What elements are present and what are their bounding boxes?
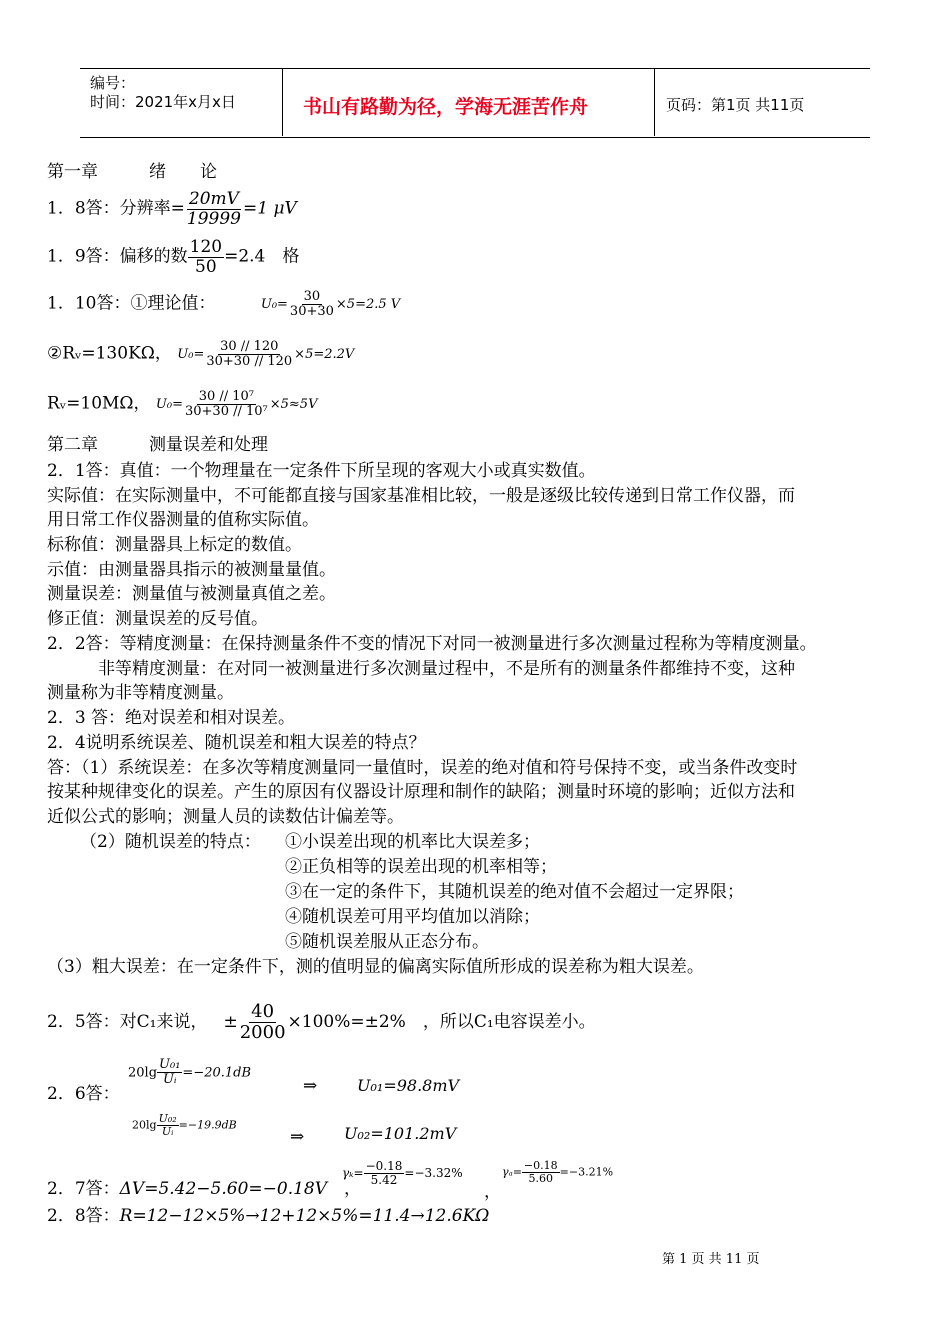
formula-lhs: 20lg — [128, 1065, 158, 1081]
answer-2-6-label: 2．6答： — [47, 1084, 120, 1104]
header-divider — [282, 68, 283, 136]
text-line: 2．1答：真值：一个物理量在一定条件下所呈现的客观大小或真实数值。 — [47, 461, 596, 481]
random-error-label: （2）随机误差的特点： — [80, 832, 261, 852]
text-line: 2．4说明系统误差、随机误差和粗大误差的特点？ — [47, 733, 426, 753]
answer-prefix: 1．9答：偏移的数 — [47, 246, 188, 267]
answer-2-6-eq2 — [132, 1113, 237, 1138]
gamma-k-formula: γₖ= $\frac{-0.18}{5.42}$ =−3.32% — [342, 1159, 463, 1188]
text-line: 用日常工作仪器测量的值称实际值。 — [47, 510, 319, 530]
text-line: 示值：由测量器具指示的被测量量值。 — [47, 560, 336, 580]
date-label: 时间：2021年x月x日 — [90, 93, 236, 111]
answer-2-7: 2．7答：ΔV=5.42−5.60=−0.18V ， — [47, 1179, 362, 1199]
chapter-2-title: 第二章 测量误差和处理 — [47, 435, 268, 455]
result: U₀₂=101.2mV — [344, 1124, 457, 1143]
text-line: 测量误差：测量值与被测量真值之差。 — [47, 584, 336, 604]
answer-prefix: 1．8答：分辨率= — [47, 198, 185, 219]
text-line: 近似公式的影响；测量人员的读数估计偏差等。 — [47, 807, 404, 827]
answer-1-10-b — [47, 340, 354, 370]
formula-lhs: U₀= — [177, 347, 205, 363]
fraction: $\frac{\text{30 // 10⁷}}{\text{30+30 // 10⁷}}$ — [184, 389, 268, 420]
answer-prefix: 1．10答：①理论值： — [47, 293, 216, 314]
list-item: ⑤随机误差服从正态分布。 — [285, 932, 489, 952]
fraction: $\frac{20mV}{19999}$ — [186, 189, 241, 229]
text-line: 测量称为非等精度测量。 — [47, 683, 234, 703]
separator: ， — [484, 1182, 501, 1202]
motto: 书山有路勤为径，学海无涯苦作舟 — [303, 96, 589, 118]
formula-tail: ×5=2.2V — [294, 347, 355, 363]
plus-minus: ± — [223, 1011, 238, 1032]
answer-suffix: ，所以C₁电容误差小。 — [422, 1011, 596, 1032]
text-line: 2．2答：等精度测量：在保持测量条件不变的情况下对同一被测量进行多次测量过程称为等精度测量。 — [47, 634, 817, 654]
implies-arrow: ⇒ — [290, 1127, 305, 1147]
list-item: ①小误差出现的机率比大误差多； — [285, 832, 540, 852]
fraction: $\frac{30}{30+30}$ — [289, 289, 334, 320]
formula-tail: =2.4 — [224, 246, 266, 267]
result: U₀₁=98.8mV — [357, 1076, 460, 1095]
list-item: ②正负相等的误差出现的机率相等； — [285, 857, 557, 877]
answer-2-6-eq1 — [128, 1058, 251, 1088]
formula-tail: =1 μV — [242, 198, 297, 219]
text-line: 实际值：在实际测量中，不可能都直接与国家基准相比较，一般是逐级比较传递到日常工作仪器，而 — [47, 486, 795, 506]
fraction: $\frac{\text{U₀₂}}{\text{Uᵢ}}$ — [158, 1112, 177, 1139]
chapter-1-title: 第一章 绪 论 — [47, 162, 217, 182]
formula-lhs: U₀= — [260, 297, 288, 313]
answer-1-10 — [47, 290, 400, 320]
answer-2-8 — [47, 1204, 489, 1228]
page-footer: 第 1 页 共 11 页 — [662, 1252, 760, 1267]
gamma-a-formula: γₐ= $\frac{-0.18}{5.60}$ =−3.21% — [502, 1159, 614, 1186]
list-item: ④随机误差可用平均值加以消除； — [285, 907, 540, 927]
answer-prefix: 2．5答：对C₁来说， — [47, 1011, 208, 1032]
fraction: $\frac{-0.18}{5.42}$ — [365, 1159, 403, 1188]
formula-lhs: 20lg — [132, 1118, 157, 1132]
list-item: ③在一定的条件下，其随机误差的绝对值不会超过一定界限； — [285, 882, 744, 902]
text-line: 答：（1）系统误差：在多次等精度测量同一量值时，误差的绝对值和符号保持不变，或当条件改变时 — [47, 758, 798, 778]
answer-prefix: 2．7答： — [47, 1179, 120, 1199]
fraction: $\frac{120}{50}$ — [189, 237, 223, 277]
formula-tail: =−20.1dB — [182, 1065, 252, 1081]
fraction: $\frac{-0.18}{5.60}$ — [523, 1159, 558, 1186]
formula-tail: ×100%=±2% — [287, 1011, 406, 1032]
gross-error-line: （3）粗大误差：在一定条件下，测的值明显的偏离实际值所形成的误差称为粗大误差。 — [47, 957, 704, 977]
answer-prefix: 2．8答： — [47, 1206, 120, 1226]
answer-1-8 — [47, 190, 297, 228]
answer-1-9 — [47, 238, 299, 276]
formula-lhs: U₀= — [155, 397, 183, 413]
fraction: $\frac{40}{2000}$ — [239, 1001, 286, 1043]
fraction: $\frac{\text{U₀₁}}{\text{Uᵢ}}$ — [159, 1057, 181, 1088]
answer-1-10-c — [47, 390, 317, 420]
text-line: 非等精度测量：在对同一被测量进行多次测量过程中，不是所有的测量条件都维持不变，这种 — [47, 659, 795, 679]
formula: ΔV=5.42−5.60=−0.18V — [119, 1179, 328, 1199]
text-line: 标称值：测量器具上标定的数值。 — [47, 535, 302, 555]
serial-label: 编号： — [90, 74, 136, 92]
formula-tail: ×5≈5V — [269, 397, 318, 413]
answer-prefix: Rᵥ=10MΩ， — [47, 393, 151, 414]
formula: R=12−12×5%→12+12×5%=11.4→12.6KΩ — [119, 1206, 490, 1226]
text-line: 按某种规律变化的误差。产生的原因有仪器设计原理和制作的缺陷；测量时环境的影响；近似方法和 — [47, 782, 795, 802]
fraction: $\frac{30 // 120}{30+30 // 120}$ — [206, 339, 293, 370]
implies-arrow: ⇒ — [303, 1076, 318, 1096]
header-divider — [654, 68, 655, 136]
formula-tail: ×5=2.5 V — [335, 297, 401, 313]
formula-tail: =−19.9dB — [178, 1118, 237, 1132]
answer-2-5 — [47, 1002, 596, 1043]
text-line: 修正值：测量误差的反号值。 — [47, 609, 268, 629]
answer-prefix: ②Rᵥ=130KΩ， — [47, 343, 172, 364]
answer-suffix: 格 — [282, 246, 300, 267]
page-label: 页码：第1页 共11页 — [666, 96, 805, 114]
text-line: 2．3 答：绝对误差和相对误差。 — [47, 708, 296, 728]
